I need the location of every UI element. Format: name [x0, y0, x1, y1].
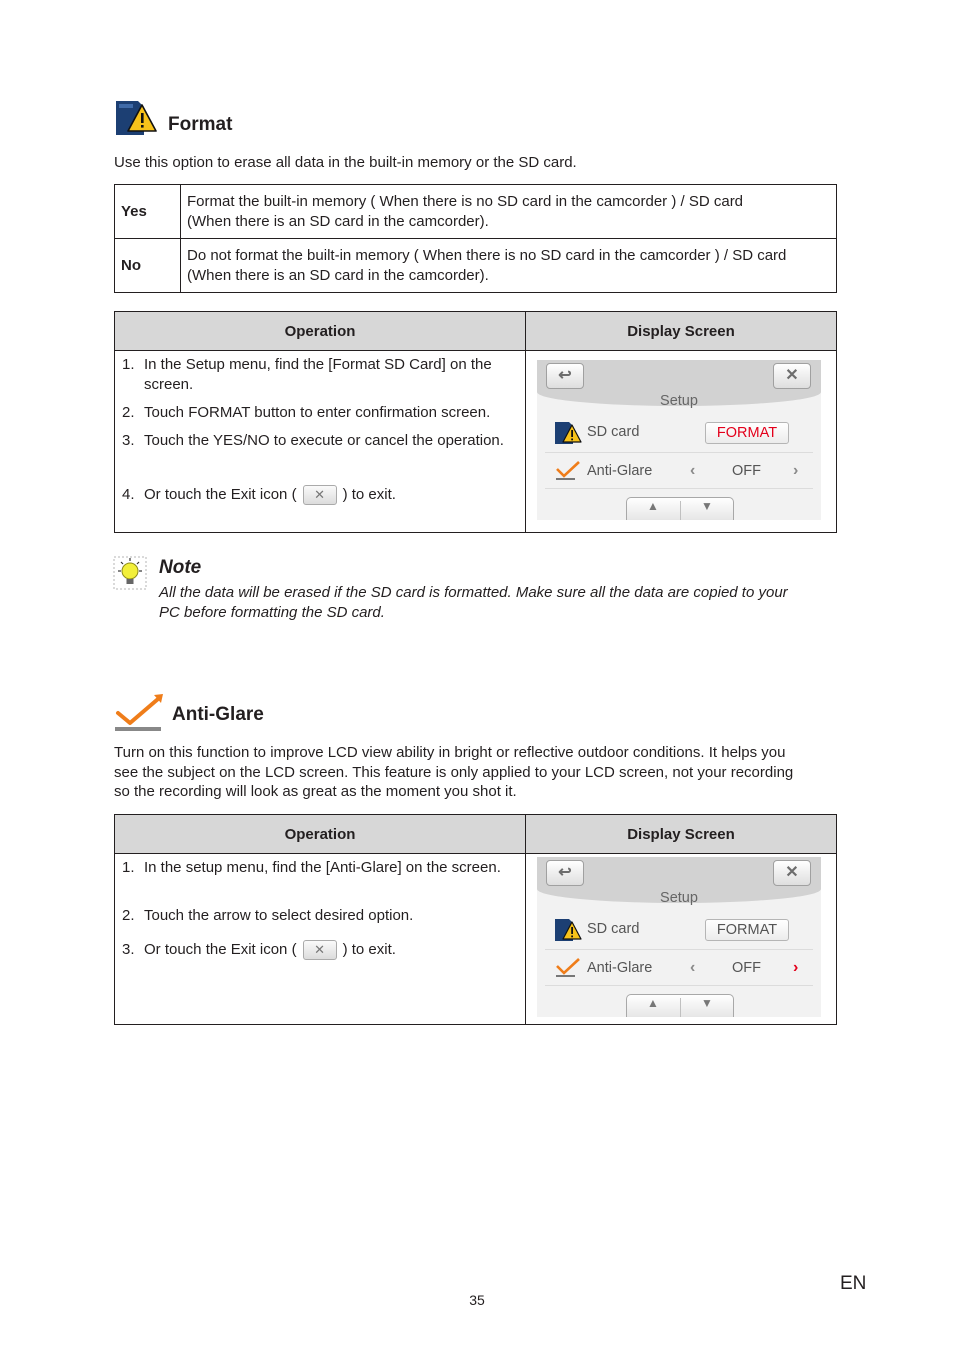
anti-glare-icon: [555, 460, 581, 480]
note-line: PC before formatting the SD card.: [159, 603, 385, 621]
sd-card-warning-icon: [554, 918, 582, 942]
step-text: ) to exit.: [342, 486, 396, 503]
operation-header: Operation: [115, 312, 526, 351]
note-title: Note: [159, 557, 202, 578]
language-tag: EN: [840, 1273, 867, 1294]
table-row: [115, 185, 837, 239]
step-number: 3.: [122, 432, 135, 449]
chevron-up-icon[interactable]: ▲: [647, 499, 659, 513]
anti-glare-intro: [114, 743, 793, 802]
setup-screen: [537, 360, 821, 520]
note-text: [159, 583, 788, 622]
option-description-line: (When there is an SD card in the camcorder).: [187, 266, 489, 284]
format-options-table: [114, 184, 837, 293]
anti-glare-value: OFF: [732, 960, 761, 976]
option-label: Yes: [115, 185, 181, 239]
chevron-left-icon[interactable]: ‹: [690, 462, 696, 479]
operation-header: Operation: [115, 815, 526, 854]
option-description-line: (When there is an SD card in the camcorder).: [187, 212, 489, 230]
step-number: 4.: [122, 486, 135, 503]
page-number: 35: [469, 1292, 485, 1308]
exit-icon: ✕: [303, 485, 337, 505]
steps-list: [116, 858, 524, 960]
divider: [545, 985, 813, 986]
chevron-left-icon[interactable]: ‹: [690, 959, 696, 976]
step-text: Touch FORMAT button to enter confirmation screen.: [144, 404, 491, 421]
steps-list: [116, 355, 524, 505]
operation-steps-cell: [115, 351, 526, 533]
note-line: All the data will be erased if the SD card is formatted. Make sure all the data are copied to your: [159, 584, 788, 601]
step-text: Or touch the Exit icon (: [144, 486, 297, 503]
sd-card-label: SD card: [587, 921, 640, 937]
intro-line: Turn on this function to improve LCD view ability in bright or reflective outdoor conditions. It helps you: [114, 744, 786, 761]
anti-glare-label: Anti-Glare: [587, 960, 653, 976]
option-description-line: Do not format the built-in memory ( When there is no SD card in the camcorder ) / SD card: [187, 247, 787, 264]
list-item: [116, 403, 524, 431]
chevron-right-icon[interactable]: ›: [793, 462, 799, 479]
option-description: [181, 239, 837, 293]
format-icon: [114, 99, 158, 137]
step-text: In the setup menu, find the [Anti-Glare] on the screen.: [144, 859, 501, 876]
divider: [545, 488, 813, 489]
close-button[interactable]: ✕: [773, 363, 811, 389]
back-button[interactable]: ↩: [546, 860, 584, 886]
option-description-line: Format the built-in memory ( When there is no SD card in the camcorder ) / SD card: [187, 193, 744, 210]
anti-glare-label: Anti-Glare: [587, 463, 653, 479]
list-item: [116, 355, 524, 403]
exit-icon: ✕: [303, 940, 337, 960]
close-button[interactable]: ✕: [773, 860, 811, 886]
sd-card-warning-icon: [554, 421, 582, 445]
scroll-buttons: [626, 497, 734, 520]
operation-steps-cell: [115, 854, 526, 1025]
chevron-right-icon[interactable]: ›: [793, 959, 799, 976]
option-label: No: [115, 239, 181, 293]
step-number: 1.: [122, 859, 135, 876]
step-number: 1.: [122, 356, 135, 373]
anti-glare-icon: [555, 957, 581, 977]
divider: [545, 949, 813, 950]
step-text: Touch the arrow to select desired option.: [144, 907, 414, 924]
scroll-buttons: [626, 994, 734, 1017]
display-screen-header: Display Screen: [526, 312, 837, 351]
chevron-up-icon[interactable]: ▲: [647, 996, 659, 1010]
step-text: In the Setup menu, find the [Format SD Card] on the screen.: [144, 356, 492, 393]
sd-card-label: SD card: [587, 424, 640, 440]
format-title: Format: [168, 114, 233, 135]
chevron-down-icon[interactable]: ▼: [701, 996, 713, 1010]
step-number: 3.: [122, 941, 135, 958]
step-number: 2.: [122, 907, 135, 924]
list-item: [116, 940, 524, 960]
step-text: ) to exit.: [342, 941, 396, 958]
option-description: [181, 185, 837, 239]
divider: [545, 452, 813, 453]
anti-glare-value: OFF: [732, 463, 761, 479]
step-number: 2.: [122, 404, 135, 421]
format-intro: Use this option to erase all data in the built-in memory or the SD card.: [114, 154, 577, 171]
intro-line: see the subject on the LCD screen. This feature is only applied to your LCD screen, not your recording: [114, 763, 794, 781]
list-item: [116, 485, 524, 505]
list-item: [116, 431, 524, 485]
screen-title: Setup: [660, 890, 698, 906]
step-text: Touch the YES/NO to execute or cancel the operation.: [144, 432, 504, 449]
intro-line: so the recording will look as great as the moment you shot it.: [114, 783, 517, 800]
step-text: Or touch the Exit icon (: [144, 941, 297, 958]
setup-screen: [537, 857, 821, 1017]
chevron-down-icon[interactable]: ▼: [701, 499, 713, 513]
table-row: [115, 239, 837, 293]
format-button[interactable]: FORMAT: [705, 919, 789, 941]
back-button[interactable]: ↩: [546, 363, 584, 389]
display-screen-header: Display Screen: [526, 815, 837, 854]
list-item: [116, 858, 524, 906]
anti-glare-section-icon: [114, 693, 166, 733]
format-button[interactable]: FORMAT: [705, 422, 789, 444]
lightbulb-icon: [113, 556, 147, 590]
list-item: [116, 906, 524, 940]
screen-title: Setup: [660, 393, 698, 409]
anti-glare-title: Anti-Glare: [172, 704, 264, 725]
